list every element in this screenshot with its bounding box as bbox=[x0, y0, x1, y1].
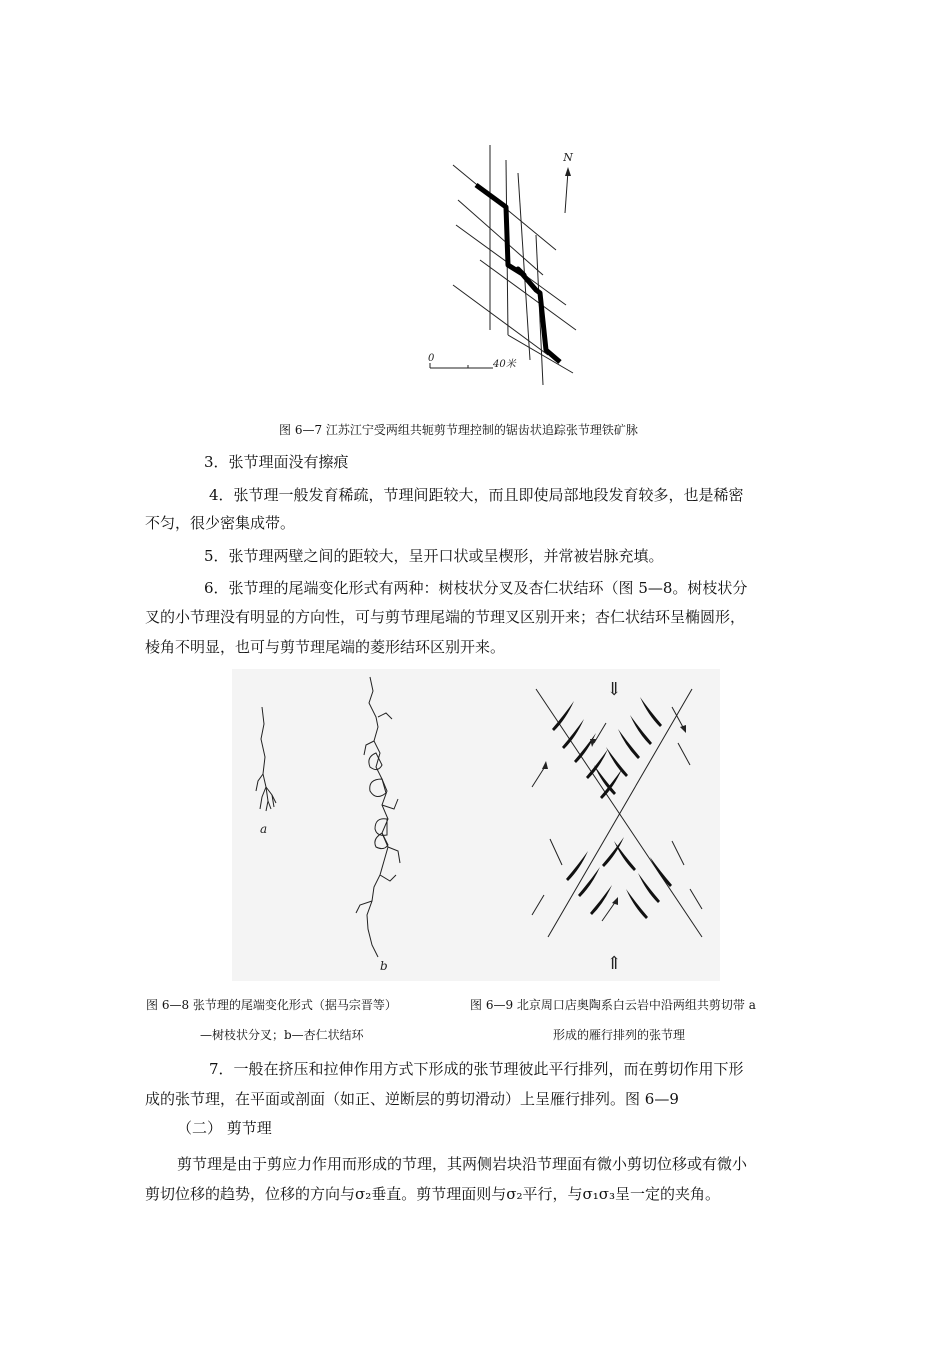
figure-6-8-6-9-panel bbox=[232, 669, 720, 981]
scale-zero: 0 bbox=[428, 353, 435, 364]
north-label: N bbox=[563, 151, 573, 164]
paragraph-7-line-2: 成的张节理，在平面或剖面（如正、逆断层的剪切滑动）上呈雁行排列。图 6—9 bbox=[145, 1090, 679, 1108]
shear-paragraph-line-1: 剪节理是由于剪应力作用而形成的节理，其两侧岩块沿节理面有微小剪切位移或有微小 bbox=[177, 1155, 748, 1173]
paragraph-6-line-3: 棱角不明显，也可与剪节理尾端的菱形结环区别开来。 bbox=[145, 638, 506, 656]
figure-6-8-diagram bbox=[232, 669, 720, 981]
label-a: a bbox=[260, 822, 268, 836]
figure-6-8-caption-line-1: 图 6—8 张节理的尾端变化形式（据马宗晋等） bbox=[146, 998, 397, 1012]
section-heading-shear-joint: （二） 剪节理 bbox=[177, 1119, 272, 1137]
paragraph-6-line-2: 叉的小节理没有明显的方向性，可与剪节理尾端的节理叉区别开来；杏仁状结环呈椭圆形， bbox=[145, 608, 746, 626]
scale-value: 40米 bbox=[493, 359, 516, 370]
paragraph-4-line-1: 4．张节理一般发育稀疏，节理间距较大，而且即使局部地段发育较多，也是稀密 bbox=[209, 486, 744, 504]
shear-paragraph-line-2: 剪切位移的趋势，位移的方向与σ₂垂直。剪节理面则与σ₂平行，与σ₁σ₃呈一定的夹角。 bbox=[145, 1185, 721, 1203]
paragraph-3: 3．张节理面没有擦痕 bbox=[204, 453, 349, 471]
figure-6-7-caption: 图 6—7 江苏江宁受两组共轭剪节理控制的锯齿状追踪张节理铁矿脉 bbox=[279, 423, 638, 437]
paragraph-4-line-2: 不匀，很少密集成带。 bbox=[145, 514, 296, 532]
figure-6-9-caption-line-2: 形成的雁行排列的张节理 bbox=[553, 1028, 686, 1042]
paragraph-7-line-1: 7．一般在挤压和拉伸作用方式下形成的张节理彼此平行排列，而在剪切作用下形 bbox=[209, 1060, 744, 1078]
figure-6-7-diagram bbox=[418, 145, 584, 393]
arrow-top: ⇓ bbox=[606, 679, 622, 700]
figure-6-8-caption-line-2: —树枝状分叉；b—杏仁状结环 bbox=[200, 1028, 364, 1042]
figure-6-9-caption-line-1: 图 6—9 北京周口店奥陶系白云岩中沿两组共剪切带 a bbox=[470, 998, 756, 1012]
arrow-bottom: ⇑ bbox=[606, 953, 622, 974]
label-b: b bbox=[380, 959, 388, 973]
paragraph-5: 5．张节理两壁之间的距较大，呈开口状或呈楔形，并常被岩脉充填。 bbox=[204, 547, 664, 565]
paragraph-6-line-1: 6．张节理的尾端变化形式有两种：树枝状分叉及杏仁状结环（图 5—8。树枝状分 bbox=[204, 579, 748, 597]
